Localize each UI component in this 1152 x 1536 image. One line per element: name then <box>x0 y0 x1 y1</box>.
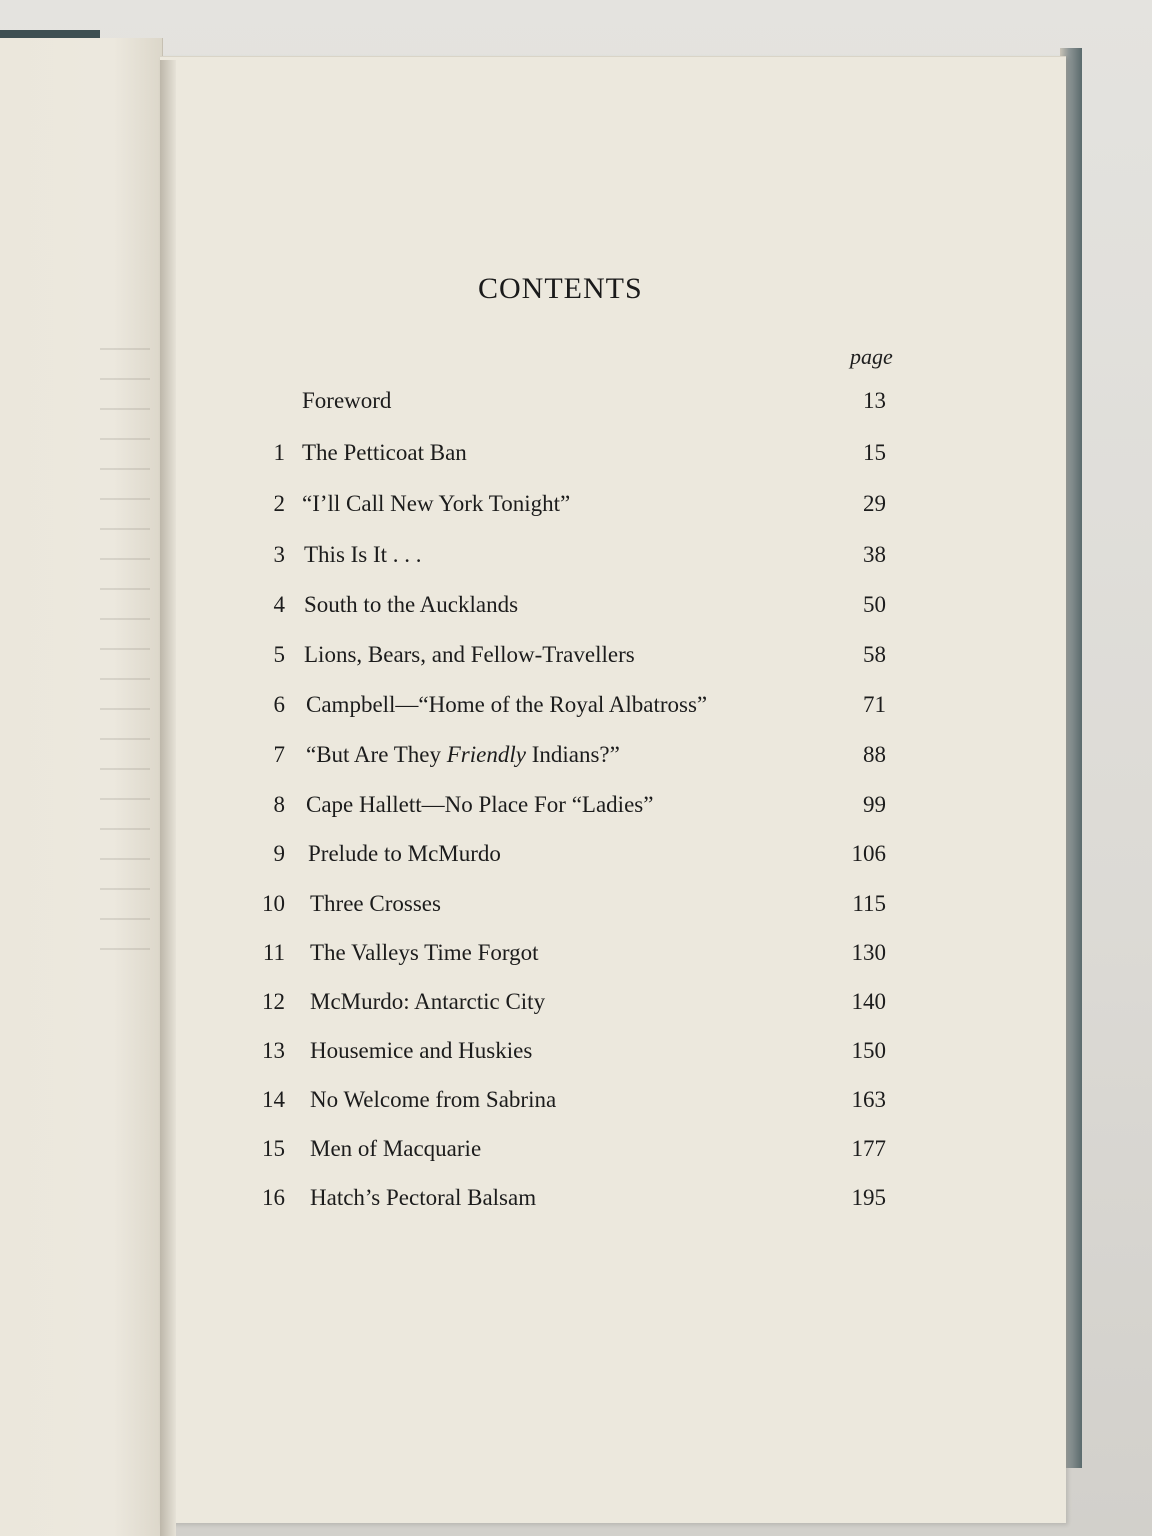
toc-entry <box>240 1136 900 1166</box>
chapter-page-number: 58 <box>863 642 886 667</box>
chapter-title: “I’ll Call New York Tonight” <box>302 491 571 516</box>
chapter-title: Foreword <box>302 388 392 413</box>
chapter-page-number: 106 <box>851 841 886 866</box>
toc-entry <box>240 642 900 672</box>
chapter-number: 2 <box>273 491 285 516</box>
chapter-title: Housemice and Huskies <box>310 1038 533 1063</box>
chapter-title: “But Are They Friendly Indians?” <box>306 742 620 767</box>
chapter-title: South to the Aucklands <box>304 592 519 617</box>
chapter-title: Prelude to McMurdo <box>308 841 501 866</box>
chapter-page-number: 29 <box>863 491 886 516</box>
toc-entry <box>240 1087 900 1117</box>
page-title: CONTENTS <box>478 272 643 305</box>
chapter-title: McMurdo: Antarctic City <box>310 989 546 1014</box>
chapter-number: 8 <box>273 792 285 817</box>
chapter-title: Campbell—“Home of the Royal Albatross” <box>306 692 708 717</box>
chapter-title: Men of Macquarie <box>310 1136 482 1161</box>
chapter-title: Hatch’s Pectoral Balsam <box>310 1185 537 1210</box>
chapter-title: Lions, Bears, and Fellow-Travellers <box>304 642 635 667</box>
toc-entry <box>240 891 900 921</box>
toc-entry <box>240 841 900 871</box>
book-gutter-shadow <box>160 60 176 1536</box>
chapter-number: 9 <box>273 841 285 866</box>
chapter-title: The Valleys Time Forgot <box>310 940 539 965</box>
chapter-title: Cape Hallett—No Place For “Ladies” <box>306 792 654 817</box>
toc-entry <box>240 792 900 822</box>
chapter-title: Three Crosses <box>310 891 441 916</box>
chapter-number: 10 <box>262 891 285 916</box>
chapter-page-number: 99 <box>863 792 886 817</box>
chapter-number: 4 <box>273 592 285 617</box>
chapter-number: 11 <box>262 940 285 965</box>
toc-entry <box>240 742 900 772</box>
chapter-number: 14 <box>262 1087 285 1112</box>
chapter-number: 1 <box>273 440 285 465</box>
toc-entry <box>240 1038 900 1068</box>
toc-entry <box>240 940 900 970</box>
chapter-number: 6 <box>273 692 285 717</box>
chapter-page-number: 15 <box>863 440 886 465</box>
chapter-page-number: 13 <box>863 388 886 413</box>
chapter-page-number: 177 <box>851 1136 886 1161</box>
chapter-number: 3 <box>273 542 285 567</box>
chapter-title: The Petticoat Ban <box>302 440 467 465</box>
chapter-page-number: 38 <box>863 542 886 567</box>
chapter-number: 13 <box>262 1038 285 1063</box>
chapter-title: No Welcome from Sabrina <box>310 1087 557 1112</box>
chapter-page-number: 150 <box>851 1038 886 1063</box>
toc-entry <box>240 1185 900 1215</box>
toc-entry <box>240 542 900 572</box>
chapter-number: 7 <box>273 742 285 767</box>
chapter-number: 16 <box>262 1185 285 1210</box>
toc-entry <box>240 989 900 1019</box>
chapter-page-number: 130 <box>851 940 886 965</box>
facing-page-left <box>0 38 163 1536</box>
chapter-page-number: 140 <box>851 989 886 1014</box>
toc-entry <box>240 491 900 521</box>
toc-entry <box>240 440 900 470</box>
chapter-title: This Is It . . . <box>304 542 422 567</box>
chapter-number: 15 <box>262 1136 285 1161</box>
chapter-number: 12 <box>262 989 285 1014</box>
chapter-page-number: 50 <box>863 592 886 617</box>
chapter-page-number: 71 <box>863 692 886 717</box>
page-column-label: page <box>850 344 893 369</box>
toc-entry <box>240 692 900 722</box>
chapter-page-number: 195 <box>851 1185 886 1210</box>
chapter-page-number: 88 <box>863 742 886 767</box>
toc-entry <box>240 592 900 622</box>
toc-entry <box>240 388 900 418</box>
chapter-number: 5 <box>273 642 285 667</box>
chapter-page-number: 115 <box>852 891 886 916</box>
chapter-page-number: 163 <box>851 1087 886 1112</box>
